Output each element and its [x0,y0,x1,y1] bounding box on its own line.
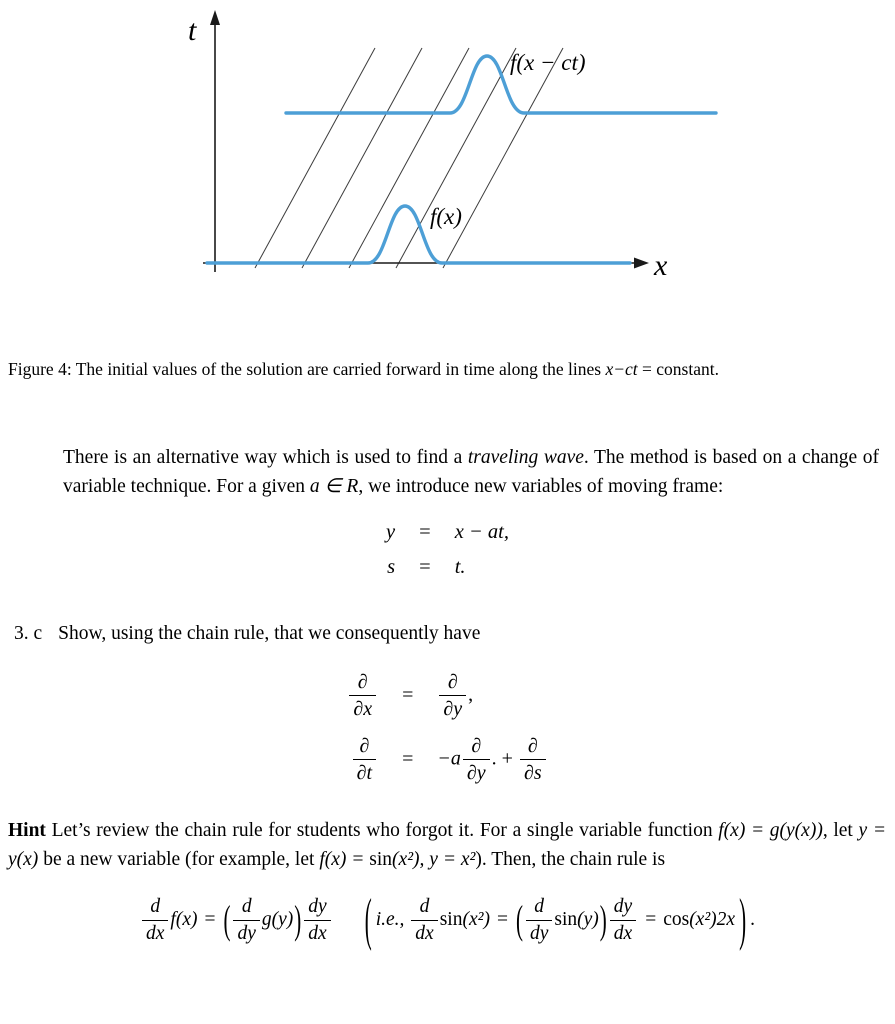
hint-math-2: y = y(x) [8,820,886,871]
equals-sign: = [419,555,431,578]
rhs-partial-partial-y: $\frac{\partial}{\partial y}$ , [437,671,473,721]
problem-3c [14,623,879,645]
hint-paragraph [8,816,886,874]
chain-rule-example-equation [0,886,895,953]
open-paren: ( [223,896,231,943]
initial-pulse-curve [207,206,630,263]
frac-dy-dx: $\frac{dy}{dx}$ [304,896,330,945]
caption-math: x−ct [605,359,638,379]
equals-sign: = [204,909,216,931]
hint-math-3a: f(x) = [319,849,370,871]
f-of-x: f(x) [170,909,198,931]
frac-d-dx: $\frac{d}{dx}$ [411,896,437,945]
eq-rhs-t: t. [454,555,466,578]
equals-sign: = [402,747,414,770]
hint-math-1: f(x) = g(y(x)) [718,820,823,842]
characteristic-lines [255,48,563,268]
wave-plot [0,0,895,308]
frac-partial-partial-t: $\frac{\partial}{\partial t}$ [351,735,378,785]
hint-math-3b: (x²), y = x² [392,849,476,871]
intro-math: a ∈ R [309,475,359,497]
frac-partial-partial-x: $\frac{\partial}{\partial x}$ [347,671,378,721]
eq-rhs-x-minus-at: x − at, [454,520,509,543]
pulse-label: f(x) [430,204,462,229]
t-axis-label: t [188,14,197,47]
hint-text-3: be a new variable (for example, let [38,849,320,871]
chain-rule-identities [0,671,895,785]
hint-text-4: ). Then, the chain rule is [475,849,666,871]
figure-caption-label: Figure 4: [8,359,72,379]
problem-number: 3. c [14,622,43,644]
x-squared-arg: (x²) [462,909,490,931]
close-big-paren: ) [739,886,747,953]
moving-frame-equations [0,521,895,579]
hint-text-1: Let’s review the chain rule for students who forgot it. For a single variable function [45,820,719,842]
y-arg: (y) [577,909,599,931]
x-axis-label: x [654,249,668,282]
frac-dy-dx: $\frac{dy}{dx}$ [610,896,636,945]
sin-function: sin [554,909,578,931]
open-big-paren: ( [364,886,372,953]
intro-emph: traveling wave [467,446,584,468]
sin-function: sin [369,849,393,871]
sin-function: sin [439,909,463,931]
frac-d-dy: $\frac{d}{dy}$ [233,896,259,945]
open-paren: ( [515,896,523,943]
rhs-minus-a-partial: −a $\frac{\partial}{\partial y}$ . + $\frac{\partial}{\partial s}$ [437,735,547,785]
figure-caption [8,358,887,381]
close-paren: ) [599,896,607,943]
intro-lead: There is an alternative way which is used to find a [63,446,468,468]
caption-text-before: The initial values of the solution are carried forward in time along the lines [71,359,606,379]
frac-d-dx: $\frac{d}{dx}$ [142,896,168,945]
shifted-pulse-label: f(x − ct) [510,50,586,75]
figure-4 [0,0,895,308]
equals-sign: = [645,909,657,931]
intro-mid: . The method is based on a change of variable technique. For a given [63,446,879,497]
t-axis [210,10,220,272]
caption-text-after: = constant. [637,359,719,379]
hint-label: Hint [8,820,46,842]
close-paren: ) [294,896,302,943]
equals-sign: = [419,520,431,543]
ie-label: i.e., [375,909,405,931]
eq-lhs-y: y [386,520,396,543]
result-expression: (x²)2x [689,909,736,931]
hint-text-2: , let [822,820,859,842]
frac-d-dy: $\frac{d}{dy}$ [526,896,552,945]
problem-text: Show, using the chain rule, that we consequently have [58,622,481,644]
intro-paragraph [63,443,879,501]
shifted-pulse-curve [286,56,716,113]
g-of-y: g(y) [261,909,294,931]
final-period: . [750,909,755,931]
equals-sign: = [496,909,508,931]
eq-lhs-s: s [387,555,396,578]
equals-sign: = [402,684,414,707]
intro-tail: , we introduce new variables of moving frame: [358,475,724,497]
cos-function: cos [663,909,690,931]
